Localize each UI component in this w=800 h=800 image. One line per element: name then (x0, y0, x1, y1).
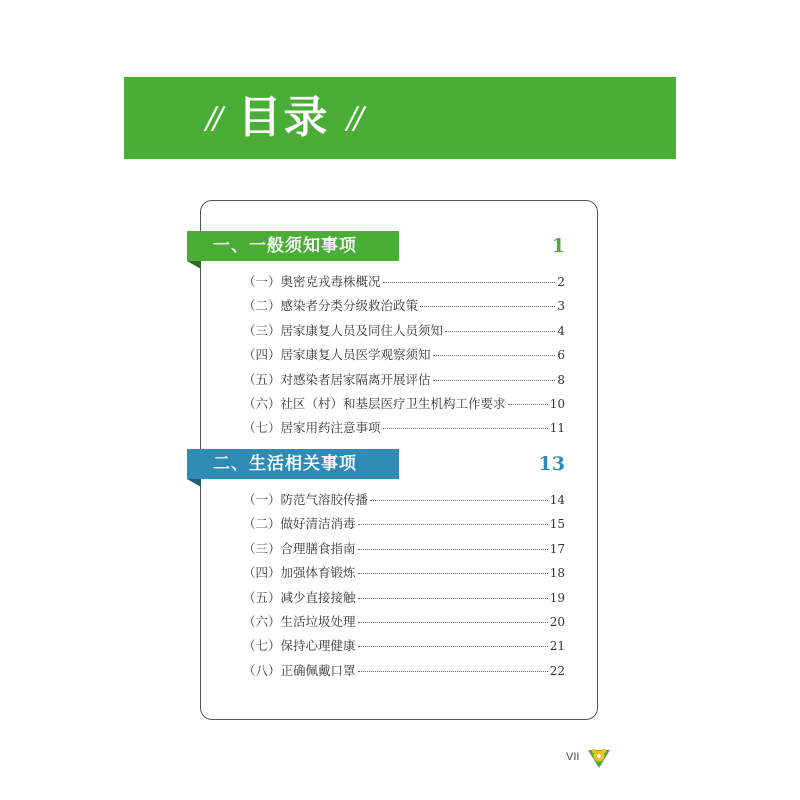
toc-entry-label: （一）奥密克戎毒株概况 (243, 274, 381, 289)
toc-entry[interactable] (243, 319, 565, 343)
toc-entry[interactable] (243, 586, 565, 610)
toc-entry[interactable] (243, 561, 565, 585)
toc-entry-label: （七）居家用药注意事项 (243, 420, 381, 436)
toc-entry-page: 14 (549, 493, 565, 507)
toc-entry[interactable] (243, 659, 565, 683)
toc-entry-page: 19 (549, 590, 565, 605)
dot-leader (358, 671, 548, 672)
toc-entry-label: （二）感染者分类分级救治政策 (243, 298, 419, 314)
toc-entry-label: （六）社区（村）和基层医疗卫生机构工作要求 (243, 395, 506, 411)
section-item-list (201, 488, 597, 683)
toc-entry-page: 15 (549, 517, 565, 532)
toc-entry[interactable] (243, 634, 565, 658)
toc-entry[interactable] (243, 392, 565, 416)
dot-leader (383, 428, 548, 429)
dot-leader (445, 331, 555, 332)
dot-leader (433, 355, 556, 356)
toc-entry-page: 8 (557, 372, 565, 387)
toc-entry-label: （八）正确佩戴口罩 (243, 662, 356, 678)
toc-section-daily-life (201, 449, 597, 683)
title-slashes-left: // (206, 101, 221, 136)
toc-section-general (201, 231, 597, 441)
toc-entry-page: 3 (557, 299, 565, 314)
toc-entry[interactable] (243, 294, 565, 318)
toc-entry-label: （四）加强体育锻炼 (243, 565, 356, 581)
toc-entry-page: 11 (549, 421, 565, 436)
toc-entry-label: （六）生活垃圾处理 (243, 613, 356, 629)
toc-entry-label: （七）保持心理健康 (243, 638, 356, 654)
toc-entry-label: （一）防范气溶胶传播 (243, 492, 369, 507)
dot-leader (358, 524, 548, 525)
toc-entry-page: 6 (557, 348, 565, 363)
section-heading (201, 231, 597, 263)
dot-leader (358, 598, 548, 599)
toc-panel (200, 200, 598, 720)
section-title: 二、生活相关事项 (187, 449, 399, 479)
toc-entry-page: 21 (549, 639, 565, 654)
toc-entry[interactable] (243, 343, 565, 367)
toc-entry-label: （三）合理膳食指南 (243, 540, 356, 556)
page-title (206, 77, 361, 159)
toc-entry-label: （五）对感染者居家隔离开展评估 (243, 371, 431, 387)
dot-leader (508, 404, 548, 405)
toc-entry-page: 18 (549, 566, 565, 581)
section-item-list (201, 270, 597, 441)
dot-leader (370, 500, 548, 501)
dot-leader (358, 573, 548, 574)
dot-leader (358, 646, 548, 647)
section-page-number: 13 (538, 453, 565, 475)
section-heading (201, 449, 597, 481)
dot-leader (358, 622, 548, 623)
toc-entry-page: 17 (549, 541, 565, 556)
toc-entry[interactable] (243, 270, 565, 294)
section-title: 一、一般须知事项 (187, 231, 399, 261)
dot-leader (358, 549, 548, 550)
toc-entry-page: 4 (557, 323, 565, 338)
toc-entry-page: 20 (549, 614, 565, 629)
yellow-flower-logo-icon (586, 744, 612, 770)
title-slashes-right: // (346, 101, 362, 136)
toc-entry-label: （二）做好清洁消毒 (243, 516, 356, 532)
toc-entry-label: （四）居家康复人员医学观察须知 (243, 347, 431, 363)
dot-leader (433, 380, 556, 381)
section-page-number: 1 (551, 235, 565, 257)
toc-entry-page: 2 (557, 275, 565, 289)
toc-entry-label: （五）减少直接接触 (243, 589, 356, 605)
toc-entry[interactable] (243, 610, 565, 634)
toc-entry[interactable] (243, 488, 565, 512)
dot-leader (383, 282, 556, 283)
footer-page-number: VII (566, 751, 580, 763)
toc-entry-page: 10 (549, 396, 565, 411)
toc-entry[interactable] (243, 512, 565, 536)
dot-leader (420, 306, 555, 307)
title-text: 目录 (237, 92, 330, 143)
toc-entry-label: （三）居家康复人员及同住人员须知 (243, 322, 444, 338)
toc-entry[interactable] (243, 416, 565, 440)
toc-entry-page: 22 (549, 663, 565, 678)
toc-entry[interactable] (243, 368, 565, 392)
title-banner (124, 77, 676, 159)
toc-entry[interactable] (243, 537, 565, 561)
